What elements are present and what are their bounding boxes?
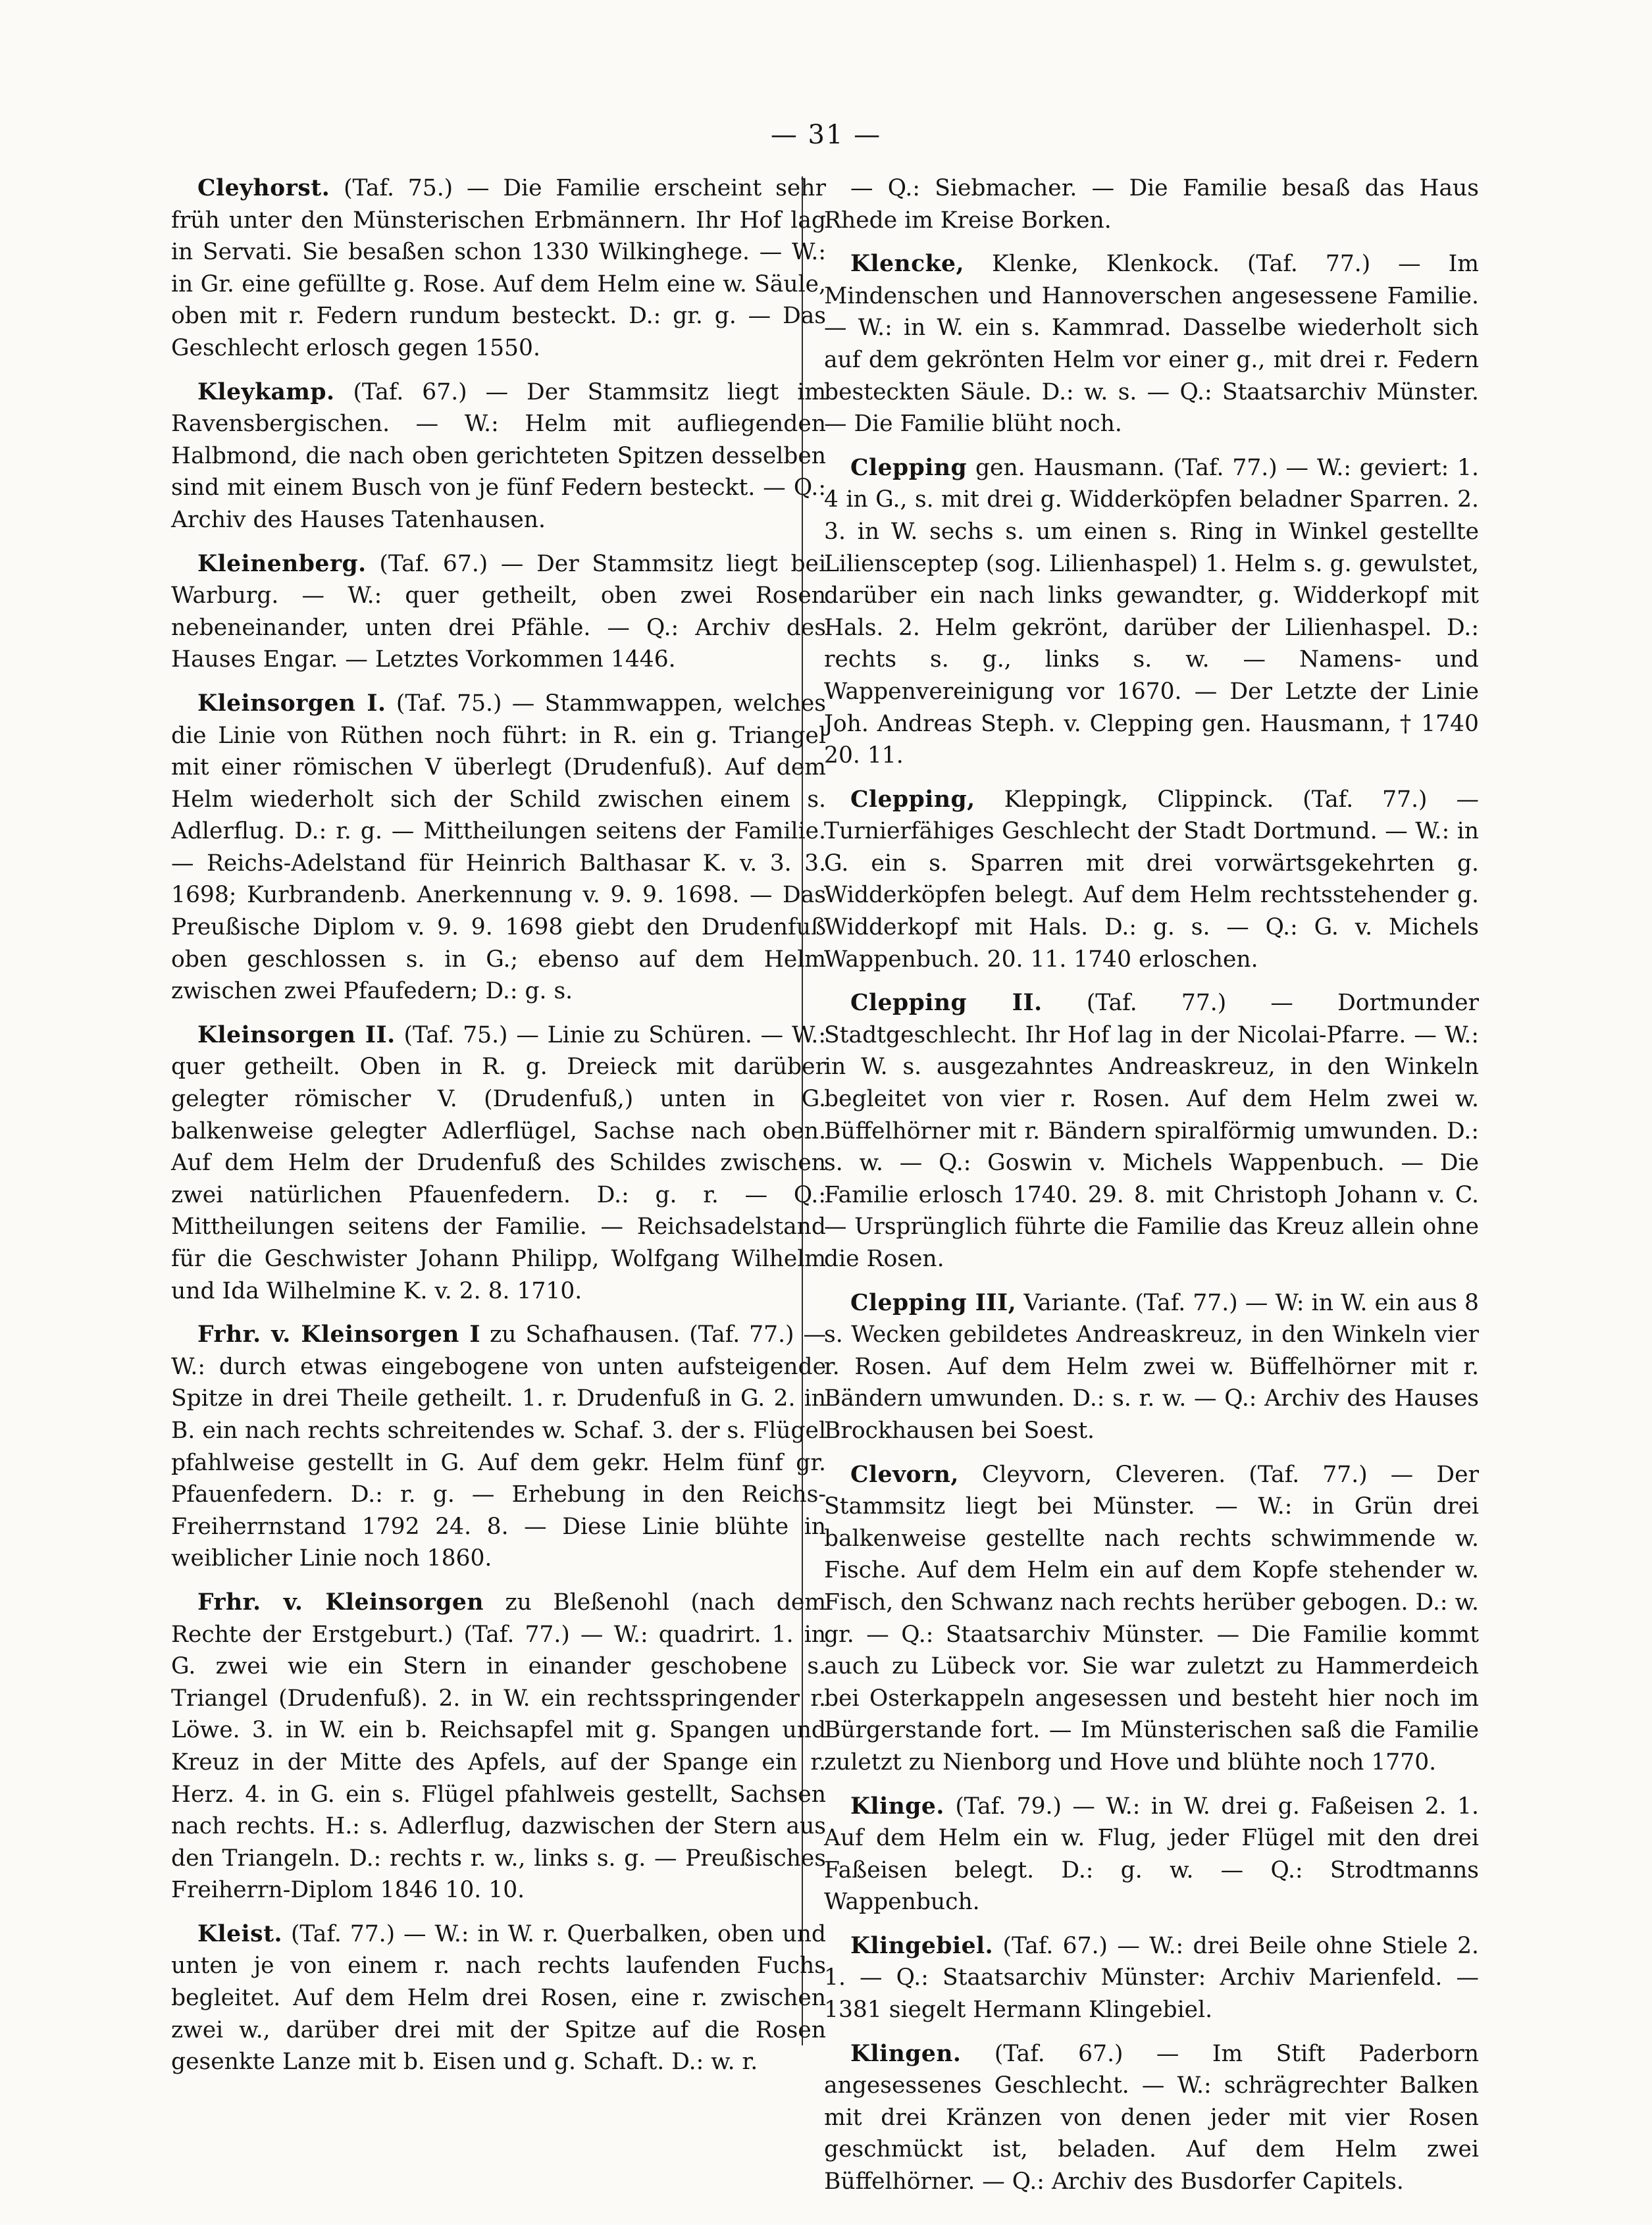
dictionary-entry	[824, 1791, 1479, 1918]
entry-headword: Klingen.	[850, 2040, 962, 2067]
entry-text: Kleppingk, Clippinck. (Taf. 77.) — Turnierfähiges Geschlecht der Stadt Dortmund. — W.: in G. ein s. Sparren mit drei vorwärtsgekehrten g. Widderköpfen belegt. Auf dem Helm rechtsstehender g. Widderkopf mit Hals. D.: g. s. — Q.: G. v. Michels Wappenbuch. 20. 11. 1740 erloschen.	[824, 786, 1480, 973]
entry-headword: Klencke,	[850, 251, 964, 278]
dictionary-entry	[824, 1287, 1479, 1447]
dictionary-entry	[171, 1319, 826, 1575]
dictionary-entry	[171, 1019, 826, 1307]
entry-text: zu Bleßenohl (nach dem Rechte der Erstgeburt.) (Taf. 77.) — W.: quadrirt. 1. in G. zwei wie ein Stern in einander geschobene s. Triangel (Drudenfuß). 2. in W. ein rechtsspringender r. Löwe. 3. in W. ein b. Reichsapfel mit g. Spangen und Kreuz in der Mitte des Apfels, auf der Spange ein r. Herz. 4. in G. ein s. Flügel pfahlweis gestellt, Sachsen nach rechts. H.: s. Adlerflug, dazwischen der Stern aus den Triangeln. D.: rechts r. w., links s. g. — Preußisches Freiherrn-Diplom 1846 10. 10.	[171, 1589, 826, 1904]
dictionary-entry	[824, 2038, 1479, 2198]
entry-headword: Clepping III,	[850, 1289, 1017, 1316]
entry-text: Variante. (Taf. 77.) — W: in W. ein aus 8 s. Wecken gebildetes Andreaskreuz, in den Winkeln vier r. Rosen. Auf dem Helm zwei w. Büffelhörner mit r. Bändern umwunden. D.: s. r. w. — Q.: Archiv des Hauses Brockhausen bei Soest.	[824, 1289, 1479, 1444]
entry-text: (Taf. 67.) — Im Stift Paderborn angesessenes Geschlecht. — W.: schrägrechter Balken mit drei Kränzen von denen jeder mit vier Rosen geschmückt ist, beladen. Auf dem Helm zwei Büffelhörner. — Q.: Archiv des Busdorfer Capitels.	[824, 2040, 1480, 2195]
dictionary-entry	[171, 172, 826, 365]
entry-text: Cleyvorn, Cleveren. (Taf. 77.) — Der Stammsitz liegt bei Münster. — W.: in Grün drei balkenweise gestellte nach rechts schwimmende w. Fische. Auf dem Helm ein auf dem Kopfe stehender w. Fisch, den Schwanz nach rechts herüber gebogen. D.: w. gr. — Q.: Staatsarchiv Münster. — Die Familie kommt auch zu Lübeck vor. Sie war zuletzt zu Hammerdeich bei Osterkappeln angesessen und besteht hier noch im Bürgerstande fort. — Im Münsterischen saß die Familie zuletzt zu Nienborg und Hove und blühte noch 1770.	[824, 1461, 1480, 1776]
dictionary-entry	[171, 688, 826, 1008]
dictionary-entry	[171, 1918, 826, 2078]
entry-headword: Clepping	[850, 454, 968, 481]
dictionary-entry	[824, 1930, 1479, 2026]
entry-text: (Taf. 67.) — Der Stammsitz liegt bei Warburg. — W.: quer getheilt, oben zwei Rosen nebeneinander, unten drei Pfähle. — Q.: Archiv des Hauses Engar. — Letztes Vorkommen 1446.	[171, 550, 827, 673]
entry-headword: Frhr. v. Kleinsorgen	[197, 1589, 484, 1616]
entry-headword: Klinge.	[850, 1793, 944, 1820]
dictionary-entry	[824, 987, 1479, 1275]
dictionary-entry	[824, 172, 1479, 236]
entry-text: (Taf. 77.) — Dortmunder Stadtgeschlecht. Ihr Hof lag in der Nicolai-Pfarre. — W.: in W. s. ausgezahntes Andreaskreuz, in den Winkeln begleitet von vier r. Rosen. Auf dem Helm zwei w. Büffelhörner mit r. Bändern spiralförmig umwunden. D.: s. w. — Q.: Goswin v. Michels Wappenbuch. — Die Familie erlosch 1740. 29. 8. mit Christoph Johann v. C. — Ursprünglich führte die Familie das Kreuz allein ohne die Rosen.	[824, 990, 1480, 1272]
entry-headword: Kleinenberg.	[197, 550, 367, 577]
entry-headword: Frhr. v. Kleinsorgen I	[197, 1321, 481, 1348]
entry-headword: Kleinsorgen II.	[197, 1021, 396, 1048]
entry-text: (Taf. 77.) — W.: in W. r. Querbalken, oben und unten je von einem r. nach rechts laufenden Fuchs begleitet. Auf dem Helm drei Rosen, eine r. zwischen zwei w., darüber drei mit der Spitze auf die Rosen gesenkte Lanze mit b. Eisen und g. Schaft. D.: w. r.	[171, 1920, 826, 2076]
entry-text: (Taf. 79.) — W.: in W. drei g. Faßeisen 2. 1. Auf dem Helm ein w. Flug, jeder Flügel mit den drei Faßeisen belegt. D.: g. w. — Q.: Strodtmanns Wappenbuch.	[824, 1793, 1479, 1916]
dictionary-entry	[824, 452, 1479, 772]
left-column	[171, 172, 826, 2090]
dictionary-entry	[171, 1587, 826, 1906]
entry-text: zu Schafhausen. (Taf. 77.) — W.: durch etwas eingebogene von unten aufsteigende Spitze in drei Theile getheilt. 1. r. Drudenfuß in G. 2. in B. ein nach rechts schreitendes w. Schaf. 3. der s. Flügel pfahlweise gestellt in G. Auf dem gekr. Helm fünf gr. Pfauenfedern. D.: r. g. — Erhebung in den Reichs-Freiherrnstand 1792 24. 8. — Diese Linie blühte in weiblicher Linie noch 1860.	[171, 1321, 826, 1572]
entry-headword: Clepping II.	[850, 990, 1043, 1017]
entry-headword: Kleist.	[197, 1920, 283, 1947]
entry-text: (Taf. 75.) — Die Familie erscheint sehr früh unter den Münsterischen Erbmännern. Ihr Hof lag in Servati. Sie besaßen schon 1330 Wilkinghege. — W.: in Gr. eine gefüllte g. Rose. Auf dem Helm eine w. Säule, oben mit r. Federn rundum besteckt. D.: gr. g. — Das Geschlecht erlosch gegen 1550.	[171, 175, 827, 361]
dictionary-entry	[824, 784, 1479, 976]
entry-text: — Q.: Siebmacher. — Die Familie besaß das Haus Rhede im Kreise Borken.	[824, 175, 1479, 234]
entry-headword: Kleinsorgen I.	[197, 690, 386, 717]
right-column	[824, 172, 1479, 2210]
entry-headword: Clevorn,	[850, 1461, 959, 1488]
dictionary-entry	[171, 548, 826, 676]
entry-text: (Taf. 75.) — Stammwappen, welches die Linie von Rüthen noch führt: in R. ein g. Triangel mit einer römischen V überlegt (Drudenfuß). Auf dem Helm wiederholt sich der Schild zwischen einem s. Adlerflug. D.: r. g. — Mittheilungen seitens der Familie. — Reichs-Adelstand für Heinrich Balthasar K. v. 3. 3. 1698; Kurbrandenb. Anerkennung v. 9. 9. 1698. — Das Preußische Diplom v. 9. 9. 1698 giebt den Drudenfuß oben geschlossen s. in G.; ebenso auf dem Helm zwischen zwei Pfaufedern; D.: g. s.	[171, 690, 826, 1005]
entry-text: (Taf. 67.) — Der Stammsitz liegt im Ravensbergischen. — W.: Helm mit aufliegenden Halbmond, die nach oben gerichteten Spitzen desselben sind mit einem Busch von je fünf Federn besteckt. — Q.: Archiv des Hauses Tatenhausen.	[171, 378, 826, 533]
entry-text: (Taf. 75.) — Linie zu Schüren. — W.: quer getheilt. Oben in R. g. Dreieck mit darüber gelegter römischer V. (Drudenfuß,) unten in G. balkenweise gelegter Adlerflügel, Sachse nach oben. Auf dem Helm der Drudenfuß des Schildes zwischen zwei natürlichen Pfauenfedern. D.: g. r. — Q.: Mittheilungen seitens der Familie. — Reichsadelstand für die Geschwister Johann Philipp, Wolfgang Wilhelm und Ida Wilhelmine K. v. 2. 8. 1710.	[171, 1021, 827, 1304]
dictionary-entry	[824, 1459, 1479, 1779]
entry-headword: Cleyhorst.	[197, 175, 330, 201]
page-number: — 31 —	[770, 120, 882, 150]
entry-headword: Clepping,	[850, 786, 975, 813]
entry-text: Klenke, Klenkock. (Taf. 77.) — Im Mindenschen und Hannoverschen angesessene Familie. — W.: in W. ein s. Kammrad. Dasselbe wiederholt sich auf dem gekrönten Helm vor einer g., mit drei r. Federn besteckten Säule. D.: w. s. — Q.: Staatsarchiv Münster. — Die Familie blüht noch.	[824, 251, 1480, 438]
entry-text: (Taf. 67.) — W.: drei Beile ohne Stiele 2. 1. — Q.: Staatsarchiv Münster: Archiv Marienfeld. — 1381 siegelt Hermann Klingebiel.	[824, 1932, 1480, 2024]
entry-headword: Kleykamp.	[197, 378, 335, 405]
dictionary-entry	[824, 248, 1479, 440]
entry-headword: Klingebiel.	[850, 1932, 994, 1959]
dictionary-entry	[171, 376, 826, 536]
entry-text: gen. Hausmann. (Taf. 77.) — W.: geviert: 1. 4 in G., s. mit drei g. Widderköpfen beladner Sparren. 2. 3. in W. sechs s. um einen s. Ring in Winkel gestellte Liliensceptер (sog. Lilienhaspel) 1. Helm s. g. gewulstet, darüber ein nach links gewandter, g. Widderkopf mit Hals. 2. Helm gekrönt, darüber der Lilienhaspel. D.: rechts s. g., links s. w. — Namens- und Wappenvereinigung vor 1670. — Der Letzte der Linie Joh. Andreas Steph. v. Clepping gen. Hausmann, † 1740 20. 11.	[824, 454, 1480, 769]
